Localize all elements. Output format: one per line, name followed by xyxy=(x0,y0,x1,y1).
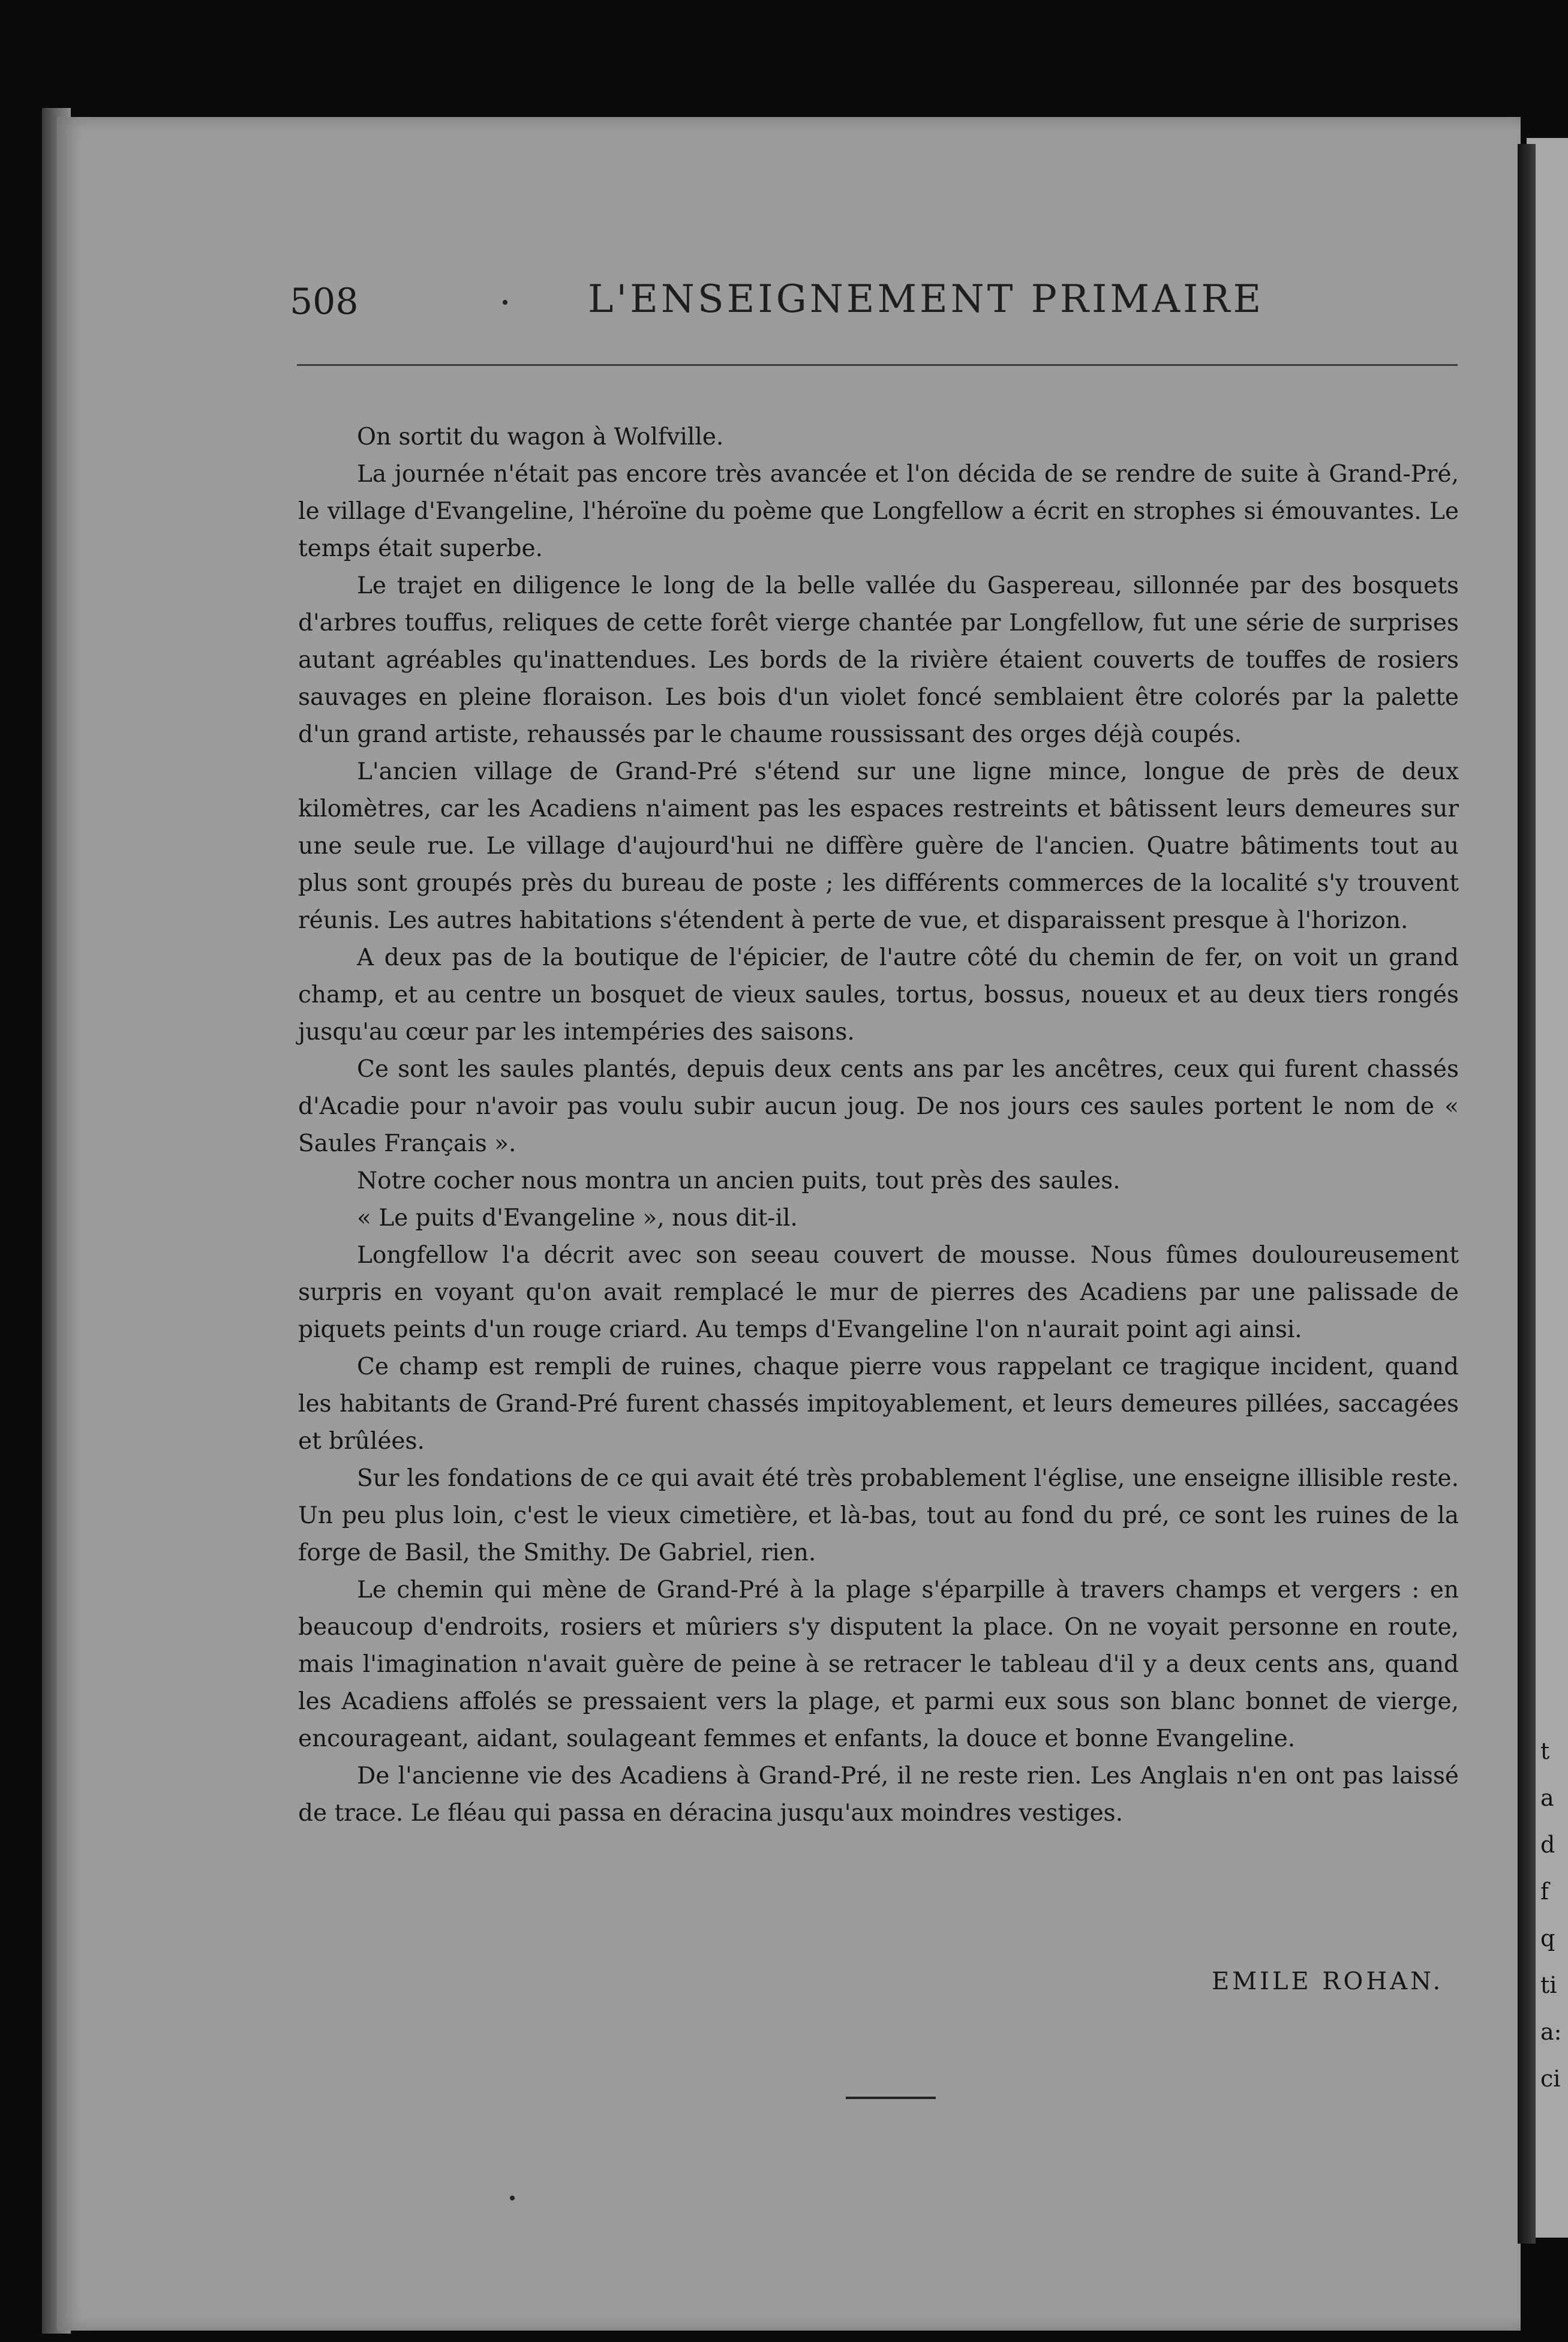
facing-fragment: t xyxy=(1540,1738,1550,1764)
facing-fragment: q xyxy=(1540,1925,1555,1951)
paragraph: Le chemin qui mène de Grand-Pré à la plage s'éparpille à travers champs et vergers : en beaucoup d'endroits, rosiers et mûriers s'y disputent la place. On ne voyait personne en route, mais l'imagination n'avait guère de peine à se retracer le tableau d'il y a deux cents ans, quand les Acadiens affolés se pressaient vers la plage, et parmi eux sous son blanc bonnet de vierge, encourageant, aidant, soulageant femmes et enfants, la douce et bonne Evangeline. xyxy=(298,1577,1459,1752)
author-signature: EMILE ROHAN. xyxy=(1212,1968,1444,1995)
facing-fragment: ti xyxy=(1540,1972,1557,1998)
page-number: 508 xyxy=(290,281,359,323)
facing-fragment: a xyxy=(1540,1785,1554,1811)
paragraph: L'ancien village de Grand-Pré s'étend sur une ligne mince, longue de près de deux kilomètres, car les Acadiens n'aiment pas les espaces restreints et bâtissent leurs demeures sur une seule rue. Le village d'aujourd'hui ne diffère guère de l'ancien. Quatre bâtiments tout au plus sont groupés près du bureau de poste ; les différents commerces de la localité s'y trouvent réunis. Les autres habitations s'étendent à perte de vue, et disparaissent presque à l'horizon. xyxy=(298,758,1459,934)
paragraph: Ce champ est rempli de ruines, chaque pierre vous rappelant ce tragique incident, quand les habitants de Grand-Pré furent chassés impitoyablement, et leurs demeures pillées, saccagées et brûlées. xyxy=(298,1353,1459,1455)
paragraph: De l'ancienne vie des Acadiens à Grand-Pré, il ne reste rien. Les Anglais n'en ont pas laissé de trace. Le fléau qui passa en déracina jusqu'aux moindres vestiges. xyxy=(298,1762,1459,1827)
facing-fragment: a: xyxy=(1540,2019,1562,2045)
facing-fragment: f xyxy=(1540,1878,1549,1905)
facing-page-text-fragments xyxy=(1540,1728,1568,2148)
paragraph: La journée n'était pas encore très avancée et l'on décida de se rendre de suite à Grand-Pré, le village d'Evangeline, l'héroïne du poème que Longfellow a écrit en strophes si émouvantes. Le temps était superbe. xyxy=(298,461,1459,562)
facing-fragment: ci xyxy=(1540,2065,1561,2092)
article-body xyxy=(298,419,1459,1832)
facing-page-gutter xyxy=(1518,144,1536,2244)
paragraph: « Le puits d'Evangeline », nous dit-il. xyxy=(357,1205,798,1232)
paragraph: On sortit du wagon à Wolfville. xyxy=(357,424,724,451)
paragraph: Sur les fondations de ce qui avait été très probablement l'église, une enseigne illisible reste. Un peu plus loin, c'est le vieux cimetière, et là-bas, tout au fond du pré, ce sont les ruines de la forge de Basil, the Smithy. De Gabriel, rien. xyxy=(298,1465,1459,1566)
paragraph: Ce sont les saules plantés, depuis deux cents ans par les ancêtres, ceux qui furent chassés d'Acadie pour n'avoir pas voulu subir aucun joug. De nos jours ces saules portent le nom de « Saules Français ». xyxy=(298,1056,1459,1157)
paragraph: Notre cocher nous montra un ancien puits, tout près des saules. xyxy=(357,1167,1121,1194)
running-title: L'ENSEIGNEMENT PRIMAIRE xyxy=(588,277,1264,322)
paragraph: Le trajet en diligence le long de la belle vallée du Gaspereau, sillonnée par des bosquets d'arbres touffus, reliques de cette forêt vierge chantée par Longfellow, fut une série de surprises autant agréables qu'inattendues. Les bords de la rivière étaient couverts de touffes de rosiers sauvages en pleine floraison. Les bois d'un violet foncé semblaient être colorés par la palette d'un grand artiste, rehaussés par le chaume roussissant des orges déjà coupés. xyxy=(298,572,1459,748)
page-speck xyxy=(510,2196,515,2200)
paragraph: Longfellow l'a décrit avec son seeau couvert de mousse. Nous fûmes douloureusement surpris en voyant qu'on avait remplacé le mur de pierres des Acadiens par une palissade de piquets peints d'un rouge criard. Au temps d'Evangeline l'on n'aurait point agi ainsi. xyxy=(298,1242,1459,1343)
facing-fragment: d xyxy=(1540,1831,1555,1858)
header-dot xyxy=(503,300,507,305)
end-rule xyxy=(846,2097,936,2099)
paragraph: A deux pas de la boutique de l'épicier, de l'autre côté du chemin de fer, on voit un grand champ, et au centre un bosquet de vieux saules, tortus, bossus, noueux et au deux tiers rongés jusqu'au cœur par les intempéries des saisons. xyxy=(298,944,1459,1046)
header-rule xyxy=(297,364,1458,366)
